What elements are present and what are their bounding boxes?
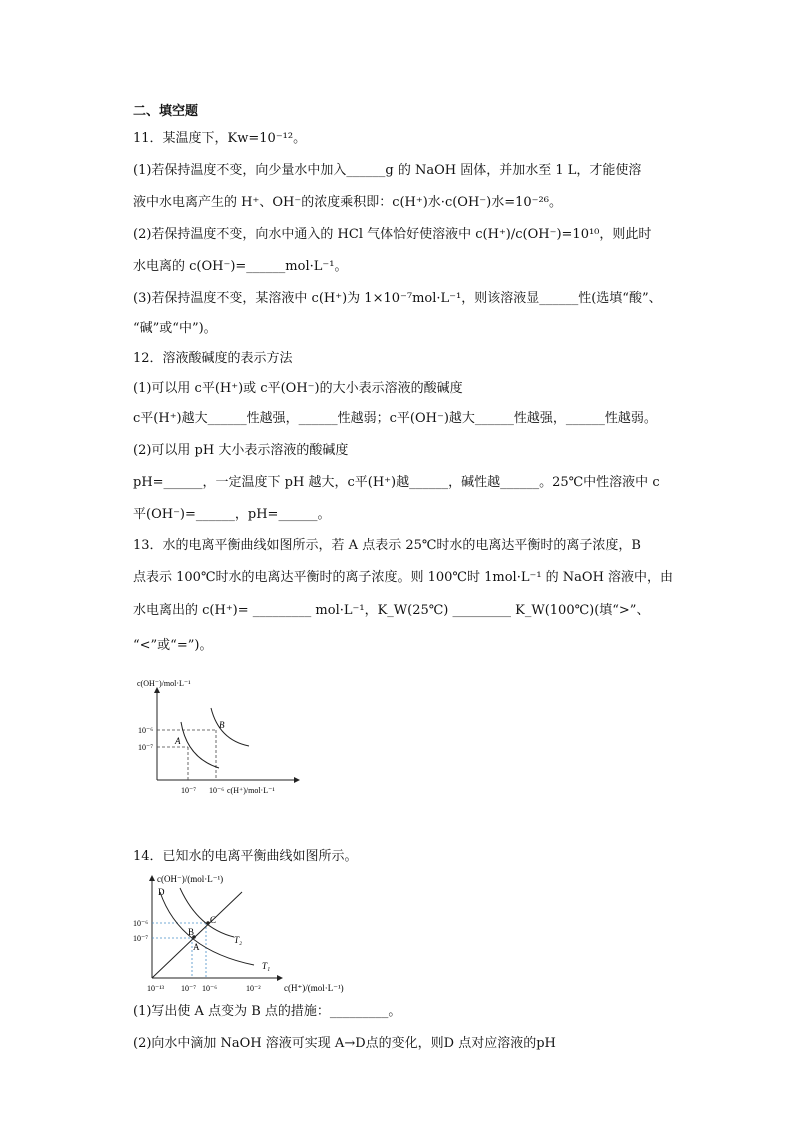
x-axis-label: c(H⁺)/mol·L⁻¹ [227,786,275,795]
q12-part2-line1: (2)可以用 pH 大小表示溶液的酸碱度 [133,443,349,458]
q12-part2-line2: pH=______，一定温度下 pH 越大，c平(H⁺)越______，碱性越______。25℃中性溶液中 c [133,475,660,490]
q11-stem: 11．某温度下，Kw=10⁻¹²。 [133,131,307,146]
curve-t1 [160,892,254,965]
q11-part3-line2: “碱”或“中”)。 [133,321,217,336]
curve-t2-label: T₂ [234,935,243,945]
y-axis-label: c(OH⁻)/(mol·L⁻¹) [157,874,224,884]
x-tick-label-lo: 10⁻⁷ [181,786,197,795]
q14-stem: 14．已知水的电离平衡曲线如图所示。 [133,849,358,864]
q13-line3: 水电离出的 c(H⁺)= _________ mol·L⁻¹，K_W(25℃) _________ K_W(100℃)(填“>”、 [133,603,650,618]
q11-part1-line1: (1)若保持温度不变，向少量水中加入______g 的 NaOH 固体，并加水至 1 L，才能使溶 [133,163,642,178]
curve-t1-label: T₁ [262,961,271,971]
q13-line1: 13．水的电离平衡曲线如图所示，若 A 点表示 25℃时水的电离达平衡时的离子浓度，B [133,538,641,553]
section-title: 二、填空题 [133,104,199,119]
q11-part2-line1: (2)若保持温度不变，向水中通入的 HCl 气体恰好使溶液中 c(H⁺)/c(OH⁻)=10¹⁰，则此时 [133,227,652,242]
q14-part2: (2)向水中滴加 NaOH 溶液可实现 A→D点的变化，则D 点对应溶液的pH [133,1036,556,1051]
q12-part1-line2: c平(H⁺)越大______性越强，______性越弱；c平(OH⁻)越大______性越强，______性越弱。 [133,411,657,426]
q11-part2-line2: 水电离的 c(OH⁻)=______mol·L⁻¹。 [133,259,348,274]
figure-q13-ionization-curve [133,672,313,802]
point-b-label: B [188,927,195,937]
point-d-label: D [158,887,165,897]
q12-part1-line1: (1)可以用 c平(H⁺)或 c平(OH⁻)的大小表示溶液的酸碱度 [133,381,463,396]
y-tick-label-lo: 10⁻⁷ [133,934,149,943]
q11-part1-line2: 液中水电离产生的 H⁺、OH⁻的浓度乘积即：c(H⁺)水·c(OH⁻)水=10⁻²⁶。 [133,195,562,210]
y-tick-label-hi: 10⁻⁶ [138,726,154,735]
point-c-label: C [210,915,217,925]
point-a-label: A [175,736,181,746]
q13-line4: “<”或“=”)。 [133,638,213,653]
point-b-label: B [219,720,225,730]
y-axis-label: c(OH⁻)/mol·L⁻¹ [137,679,191,688]
q11-part3-line1: (3)若保持温度不变，某溶液中 c(H⁺)为 1×10⁻⁷mol·L⁻¹，则该溶液显______性(选填“酸”、 [133,291,662,306]
x-tick-label-3: 10⁻² [246,984,261,993]
q12-part2-line3: 平(OH⁻)=______，pH=______。 [133,507,331,522]
figure-q14-ionization-curve [130,870,380,998]
y-tick-label-hi: 10⁻⁶ [133,919,149,928]
y-tick-label-lo: 10⁻⁷ [138,743,154,752]
point-a-label: A [193,942,200,952]
x-tick-label-0: 10⁻¹³ [147,984,165,993]
q13-line2: 点表示 100℃时水的电离达平衡时的离子浓度。则 100℃时 1mol·L⁻¹ 的 NaOH 溶液中，由 [133,570,674,585]
x-tick-label-1: 10⁻⁷ [181,984,197,993]
q12-stem: 12．溶液酸碱度的表示方法 [133,351,293,366]
q14-part1: (1)写出使 A 点变为 B 点的措施：_________。 [133,1004,402,1019]
x-tick-label-hi: 10⁻⁶ [209,786,225,795]
curve-b [211,708,249,746]
curve-a [181,722,219,768]
x-axis-label: c(H⁺)/(mol·L⁻¹) [284,983,344,993]
x-tick-label-2: 10⁻⁶ [202,984,218,993]
